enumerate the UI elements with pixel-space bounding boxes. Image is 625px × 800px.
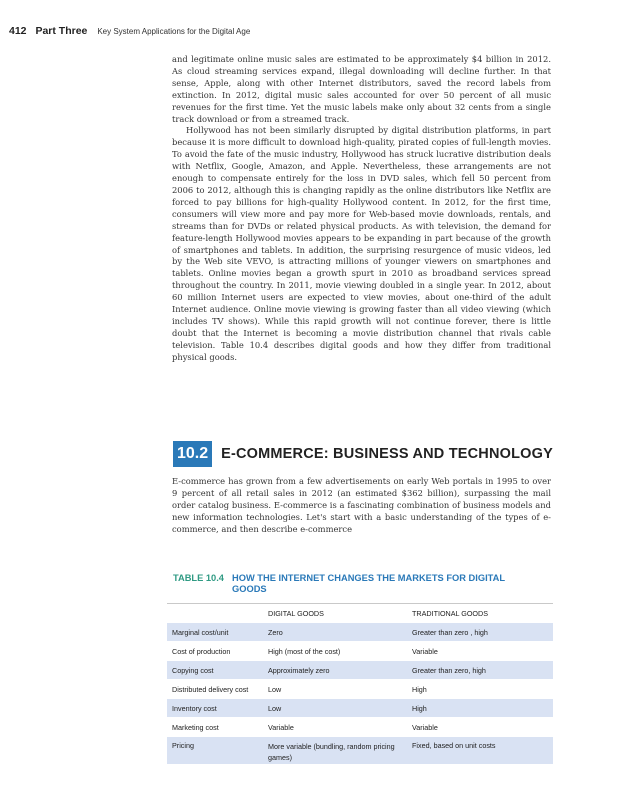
table-cell: Variable <box>412 646 438 656</box>
page-number: 412 <box>9 25 27 37</box>
table-cell: High (most of the cost) <box>268 646 341 656</box>
paragraph: and legitimate online music sales are estimated to be approximately $4 billion in 2012. As cloud streaming services expand, illegal downloading will decline further. In that sense, Apple, along with other Internet distributors, saved the record labels from extinction. In 2012, digital music sales accounted for over 50 percent of all music revenues for the first time. Yet the music labels make only about 32 cents from a single track download or from a streamed track. <box>172 54 551 124</box>
table-cell: Variable <box>412 722 438 732</box>
table-cell: Cost of production <box>172 646 231 656</box>
table-row <box>167 660 553 679</box>
table-cell: Greater than zero , high <box>412 627 488 637</box>
paragraph: E-commerce has grown from a few advertisements on early Web portals in 1995 to over 9 percent of all retail sales in 2012 (an estimated $362 billion), surpassing the mail order catalog business. E-commerce is a fascinating combination of business models and new information technologies. Let's start with a basic understanding of the types of e-commerce, and then describe e-commerce <box>172 476 551 534</box>
table-cell: High <box>412 703 427 713</box>
column-header: TRADITIONAL GOODS <box>412 608 489 618</box>
table-cell: Copying cost <box>172 665 214 675</box>
table-cell: Fixed, based on unit costs <box>412 741 496 750</box>
table-cell: Pricing <box>172 741 194 750</box>
body-text-section <box>172 476 551 536</box>
table-row <box>167 641 553 660</box>
table-cell: Inventory cost <box>172 703 217 713</box>
table-cell: Zero <box>268 627 283 637</box>
table-row <box>167 622 553 641</box>
table-cell: Greater than zero, high <box>412 665 486 675</box>
table-row <box>167 679 553 698</box>
body-text-top <box>172 54 551 364</box>
section-heading <box>173 441 553 467</box>
table-cell: Marketing cost <box>172 722 219 732</box>
section-number: 10.2 <box>173 441 212 467</box>
table-cell: Low <box>268 684 282 694</box>
running-head <box>9 25 250 37</box>
table-row <box>167 717 553 736</box>
column-header: DIGITAL GOODS <box>268 608 324 618</box>
table-cell: Marginal cost/unit <box>172 627 229 637</box>
table-label: TABLE 10.4 <box>173 573 224 583</box>
paragraph: Hollywood has not been similarly disrupted by digital distribution platforms, in part because it is more difficult to download high-quality, pirated copies of full-length movies. To avoid the fate of the music industry, Hollywood has struck lucrative distribution deals with Netflix, Google, Amazon, and Apple. Nevertheless, these arrangements are not enough to compensate entirely for the loss in DVD sales, which fell 50 percent from 2006 to 2012, although this is changing rapidly as the online distributors like Netflix are forced to pay billions for high-quality Hollywood content. In 2012, for the first time, consumers will view more and pay more for Web-based movie downloads, rentals, and streams than for DVDs or related physical products. As with television, the demand for feature-length Hollywood movies appears to be expanding in part because of the growth of smartphones and tablets. In addition, the surprising resurgence of music videos, led by the Web site VEVO, is attracting millions of younger viewers on smartphones and tablets. Online movies began a growth spurt in 2010 as broadband services spread throughout the country. In 2011, movie viewing doubled in a single year. In 2012, about 60 million Internet users are expected to view movies, about one-third of the adult Internet audience. Online movie viewing is growing faster than all video viewing (which includes TV shows). While this rapid growth will not continue forever, there is little doubt that the Internet is becoming a movie distribution channel that rivals cable television. Table 10.4 describes digital goods and how they differ from traditional physical goods. <box>172 125 551 362</box>
section-title: E-COMMERCE: BUSINESS AND TECHNOLOGY <box>221 446 553 462</box>
table-cell: High <box>412 684 427 694</box>
part-label: Part Three <box>35 25 88 37</box>
table-header-row <box>167 604 553 622</box>
table-title: HOW THE INTERNET CHANGES THE MARKETS FOR DIGITAL GOODS <box>232 573 505 594</box>
table-cell: More variable (bundling, random pricing games) <box>268 742 395 762</box>
table-row <box>167 698 553 717</box>
table-row <box>167 736 553 764</box>
table-cell: Distributed delivery cost <box>172 684 249 694</box>
book-subtitle: Key System Applications for the Digital Age <box>97 27 251 36</box>
comparison-table <box>167 603 553 764</box>
table-cell: Low <box>268 703 282 713</box>
table-cell: Approximately zero <box>268 665 330 675</box>
table-cell: Variable <box>268 722 294 732</box>
